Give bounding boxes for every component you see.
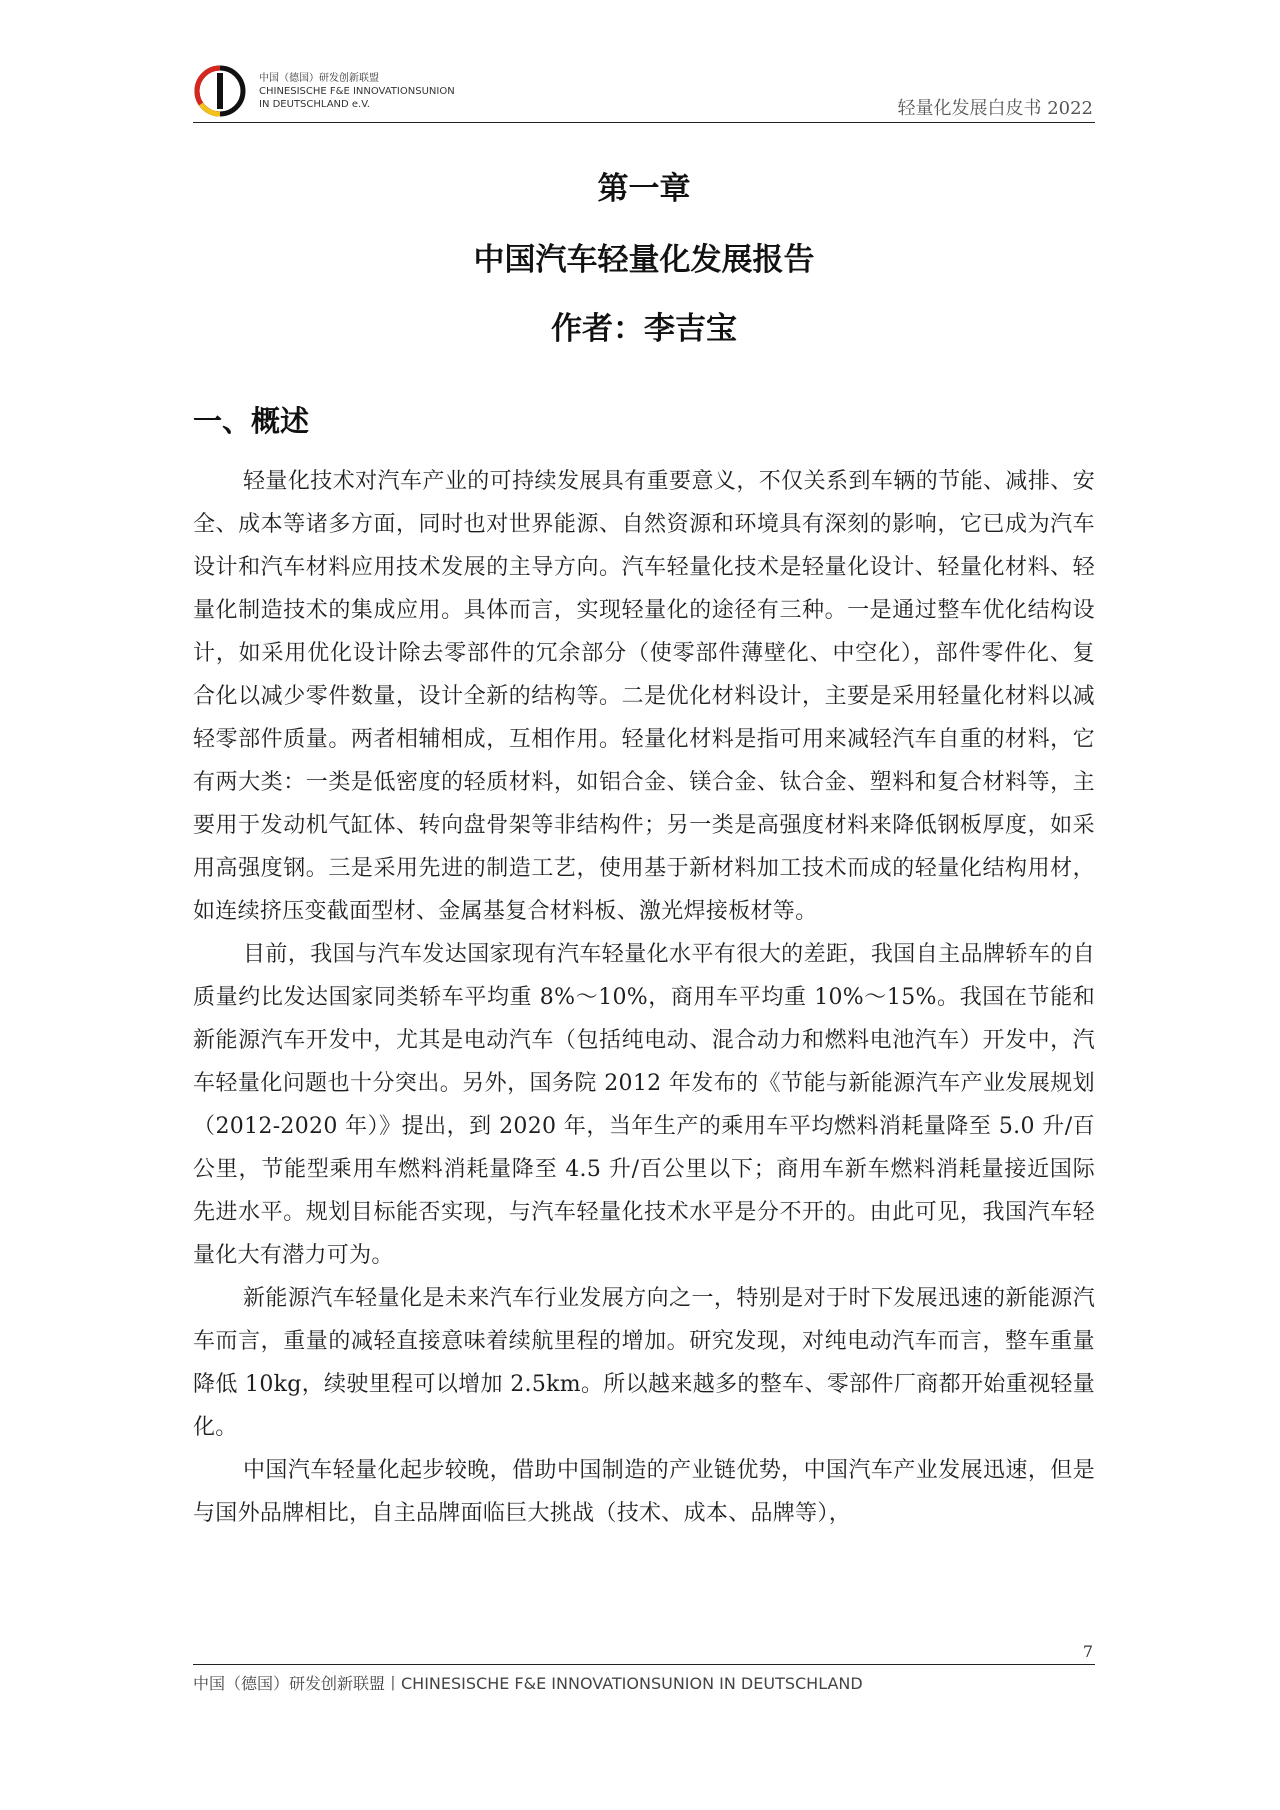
- alliance-logo-icon: [193, 64, 247, 118]
- logo-text: [259, 72, 455, 111]
- chapter-number: 第一章: [597, 171, 691, 207]
- paragraph: 轻量化技术对汽车产业的可持续发展具有重要意义，不仅关系到车辆的节能、减排、安全、成本等诸多方面，同时也对世界能源、自然资源和环境具有深刻的影响，它已成为汽车设计和汽车材料应用技术发展的主导方向。汽车轻量化技术是轻量化设计、轻量化材料、轻量化制造技术的集成应用。具体而言，实现轻量化的途径有三种。一是通过整车优化结构设计，如采用优化设计除去零部件的冗余部分（使零部件薄壁化、中空化），部件零件化、复合化以减少零件数量，设计全新的结构等。二是优化材料设计，主要是采用轻量化材料以减轻零部件质量。两者相辅相成，互相作用。轻量化材料是指可用来减轻汽车自重的材料，它有两大类：一类是低密度的轻质材料，如铝合金、镁合金、钛合金、塑料和复合材料等，主要用于发动机气缸体、转向盘骨架等非结构件；另一类是高强度材料来降低钢板厚度，如采用高强度钢。三是采用先进的制造工艺，使用基于新材料加工技术而成的轻量化结构用材，如连续挤压变截面型材、金属基复合材料板、激光焊接板材等。: [193, 469, 1095, 924]
- chapter-author: 作者：李吉宝: [551, 311, 737, 347]
- footer-divider: [193, 1664, 1095, 1665]
- header-divider: [193, 122, 1095, 123]
- chapter-title: 中国汽车轻量化发展报告: [473, 242, 815, 278]
- paragraph: 新能源汽车轻量化是未来汽车行业发展方向之一，特别是对于时下发展迅速的新能源汽车而言，重量的减轻直接意味着续航里程的增加。研究发现，对纯电动汽车而言，整车重量降低 10kg，续驶里程可以增加 2.5km。所以越来越多的整车、零部件厂商都开始重视轻量化。: [193, 1286, 1095, 1440]
- page-number: 7: [1082, 1642, 1093, 1661]
- paragraph: 中国汽车轻量化起步较晚，借助中国制造的产业链优势，中国汽车产业发展迅速，但是与国外品牌相比，自主品牌面临巨大挑战（技术、成本、品牌等），: [193, 1458, 1095, 1526]
- logo-line-german-1: CHINESISCHE F&E INNOVATIONSUNION: [259, 86, 455, 97]
- body-text: [193, 460, 1095, 1535]
- paragraph: 目前，我国与汽车发达国家现有汽车轻量化水平有很大的差距，我国自主品牌轿车的自质量约比发达国家同类轿车平均重 8%～10%，商用车平均重 10%～15%。我国在节能和新能源汽车开发中，尤其是电动汽车（包括纯电动、混合动力和燃料电池汽车）开发中，汽车轻量化问题也十分突出。另外，国务院 2012 年发布的《节能与新能源汽车产业发展规划（2012-2020 年）》提出，到 2020 年，当年生产的乘用车平均燃料消耗量降至 5.0 升/百公里，节能型乘用车燃料消耗量降至 4.5 升/百公里以下；商用车新车燃料消耗量接近国际先进水平。规划目标能否实现，与汽车轻量化技术水平是分不开的。由此可见，我国汽车轻量化大有潜力可为。: [193, 942, 1095, 1268]
- page-header: [193, 58, 1095, 124]
- logo-line-chinese: 中国（德国）研发创新联盟: [259, 73, 379, 84]
- document-title: 轻量化发展白皮书 2022: [897, 98, 1093, 119]
- section-heading: 一、概述: [193, 404, 310, 438]
- page-footer: 中国（德国）研发创新联盟丨CHINESISCHE F&E INNOVATIONSUNION IN DEUTSCHLAND: [193, 1674, 863, 1693]
- logo-line-german-2: IN DEUTSCHLAND e.V.: [259, 99, 370, 110]
